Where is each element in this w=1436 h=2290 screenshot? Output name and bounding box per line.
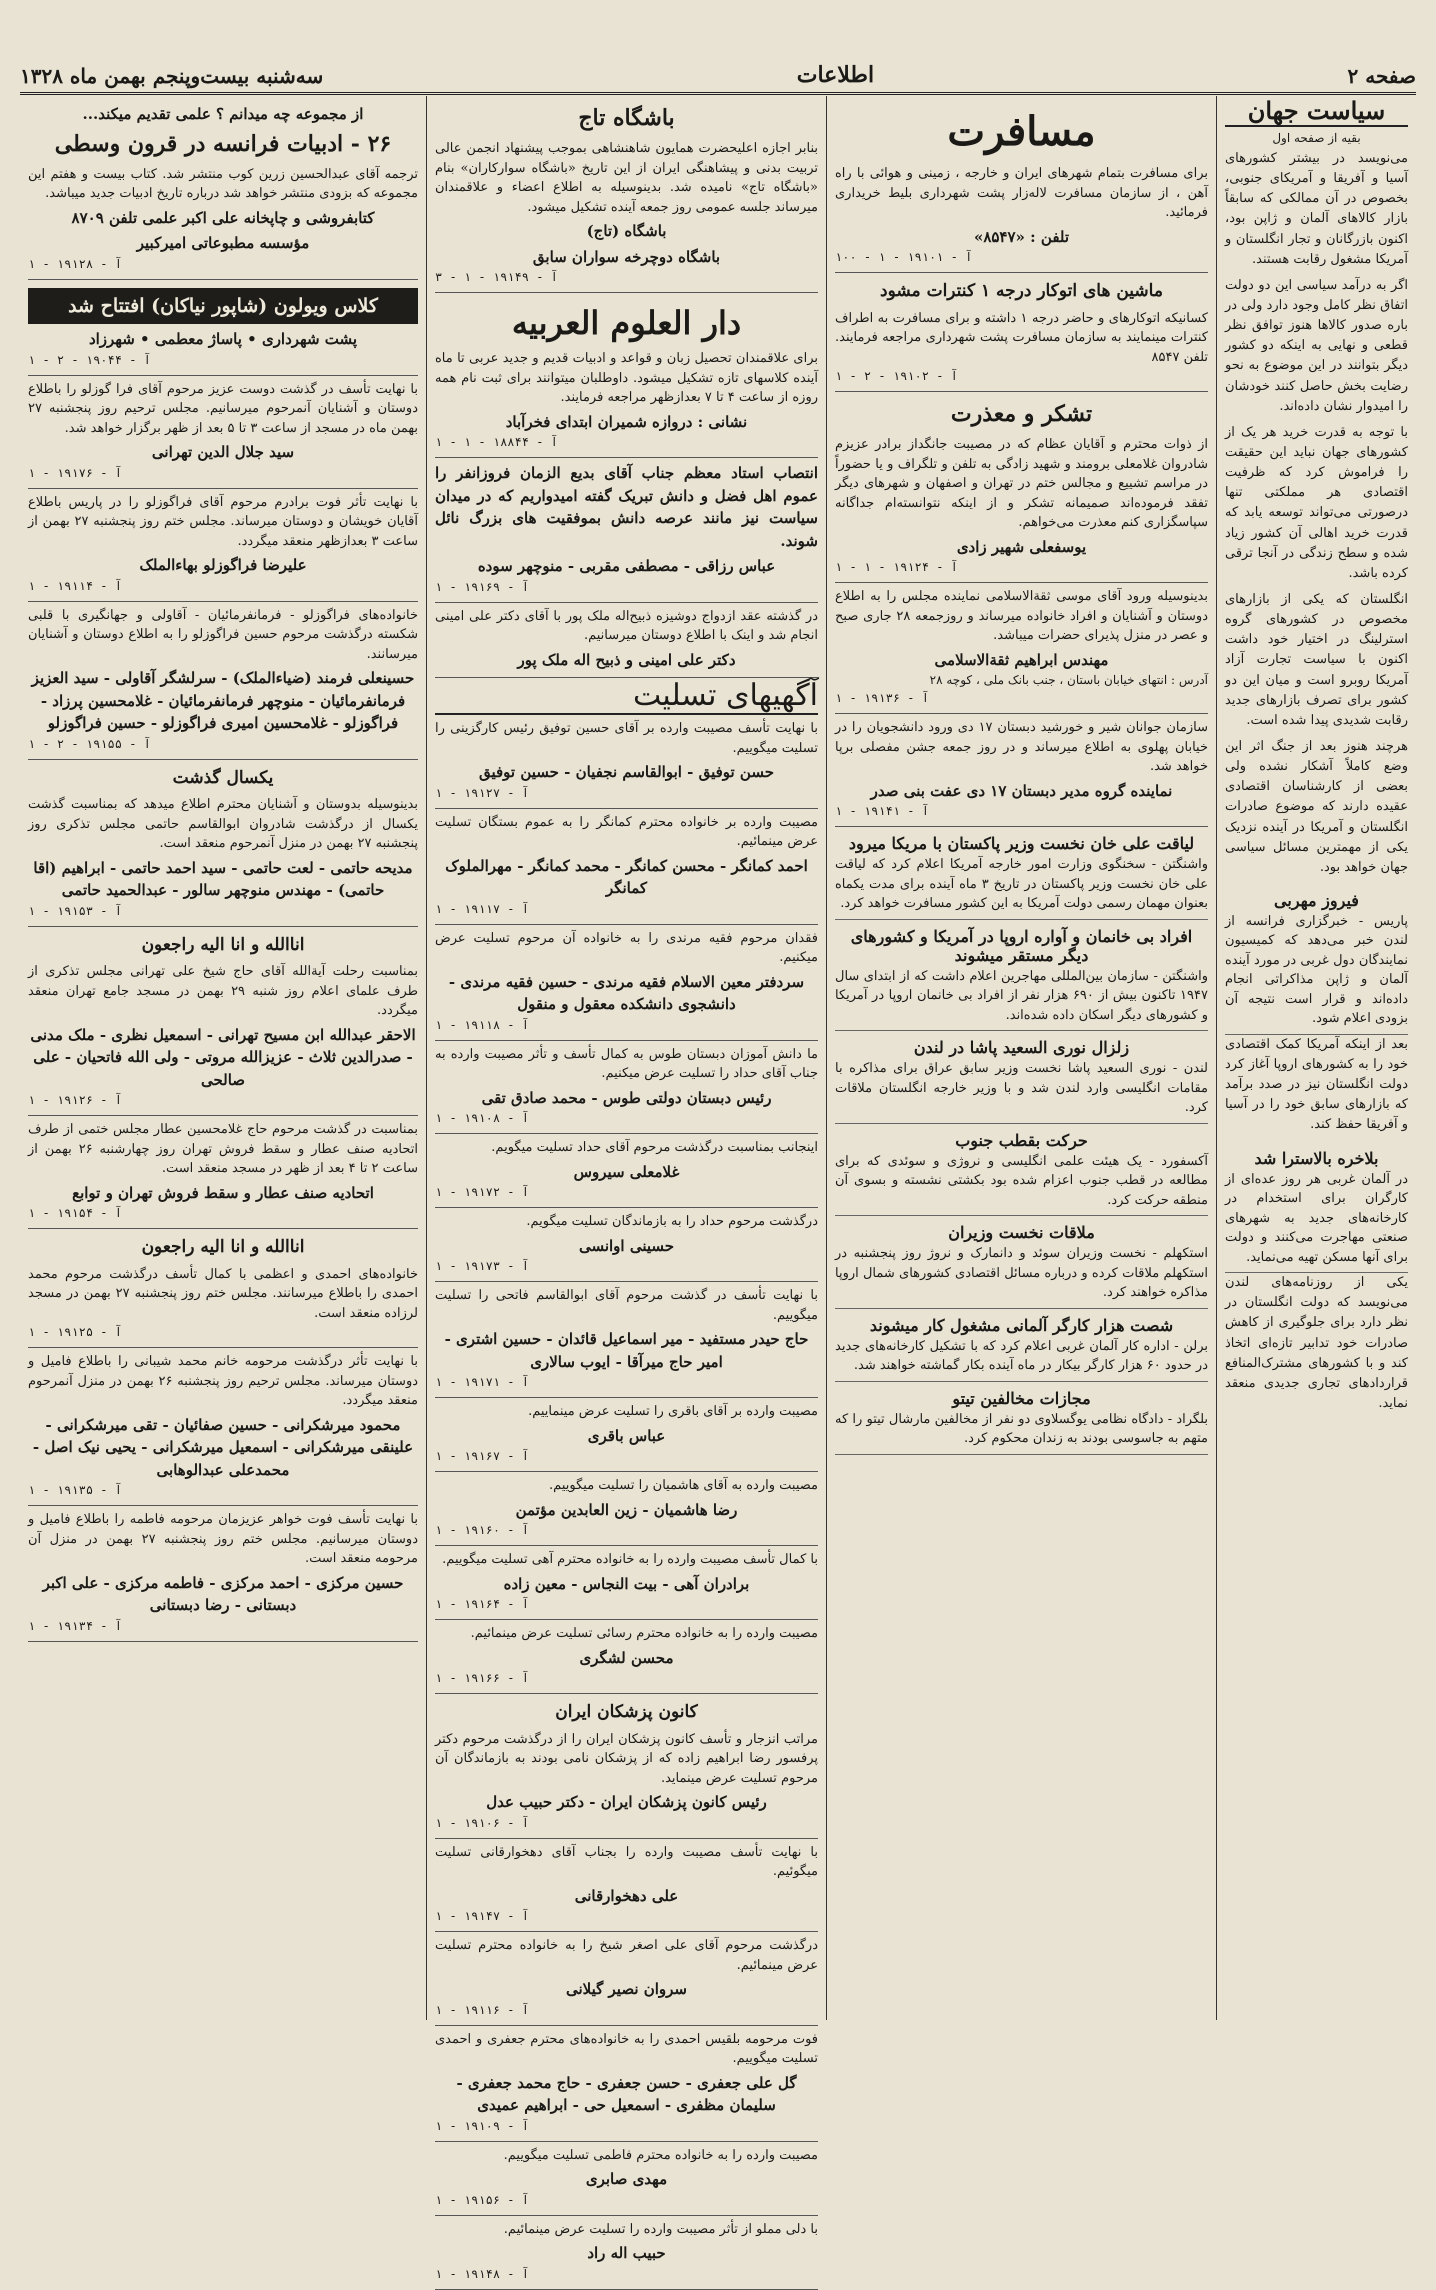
news-text: واشنگتن - سازمان بین‌المللی مهاجرین اعلام داشت که از ابتدای سال ۱۹۴۷ تاکنون بیش از ۶۹۰ هزار نفر از افراد بی خانمان اروپا در آمریکا و کشورهای دیگر اسکان داده شده‌اند. <box>835 968 1208 1023</box>
dehkhoda-ad <box>435 1839 818 1933</box>
gilani-text: درگذشت مرحوم آقای علی اصغر شیخ را به خانواده محترم تسلیت عرض مینمائیم. <box>435 1938 818 1973</box>
condolence-notice <box>435 1208 818 1282</box>
ad-code: آ - ۱۸۸۴۴ - ۱ - ۱ <box>435 435 558 449</box>
condolence-notice <box>435 809 818 925</box>
arabic-school-title: دار العلوم العربیه <box>511 304 742 342</box>
news-item <box>835 1309 1208 1382</box>
appointment-sign: عباس رزاقی - مصطفی مقربی - منوچهر سوده <box>477 557 776 575</box>
paper-name: اطلاعات <box>796 62 875 88</box>
news-text: آکسفورد - یک هیئت علمی انگلیسی و نروژی و سوئدی که برای مطالعه در قطب جنوب اعزام شده بود بکشتی نشسته و بسوی آن منطقه حرکت کرد. <box>835 1153 1208 1208</box>
condolence-notice <box>435 1472 818 1546</box>
mirsharafi-text: با نهایت تأثر درگذشت مرحومه خانم محمد شیبانی را باطلاع فامیل و دوستان میرساند. مجلس ترحیم روز پنجشنبه ۲۶ بهمن در منزل آنمرحوم منعقد میگردد. <box>28 1354 419 1408</box>
politics-paragraph: اگر به درآمد سیاسی این دو دولت اتفاق نظر کامل وجود دارد ولی در باره صدور کالاها هنوز توافق نظر قطعی و نهایی به اینکه دو کشور دیگر بتوانند در این موضوع به نحو رضایت بخش حاصل کنند خودشان را امیدوار نشان داده‌اند. <box>1225 277 1408 414</box>
news-column <box>826 96 1216 2020</box>
dehkhoda-sign: علی دهخوارقانی <box>574 1886 679 1905</box>
condolence-sign: حسن توفیق - ابوالقاسم نجفیان - حسین توفیق <box>478 763 775 781</box>
ad-code: آ - ۱۹۱۳۵ - ۱ <box>28 1483 122 1497</box>
condolence-notice <box>435 1546 818 1620</box>
news-text: استکهلم - نخست وزیران سوئد و دانمارک و نروژ روز پنجشنبه در استکهلم ملاقات کرده و درباره مسائل اقتصادی کشورهای شمال اروپا مذاکره خواهند کرد. <box>835 1246 1208 1300</box>
ad-code: آ - ۱۹۱۱۶ - ۱ <box>435 2002 529 2017</box>
politics-paragraph: با توجه به قدرت خرید هر یک از کشورهای جهان نباید این حقیقت را فراموش کرد که ظرفیت اقتصادی هر مملکتی تنها درصورتی می‌تواند توسعه یابد که قدرت خرید اهالی آن کشور زیاد شده و سطح زندگی در آنجا ترقی کرده باشد. <box>1225 424 1408 581</box>
ad-code: آ - ۱۹۱۴۸ - ۱ <box>435 2266 529 2281</box>
politics-continued: بقیه از صفحه اول <box>1272 131 1361 145</box>
notices-column <box>20 96 426 2020</box>
condolence-code: آ - ۱۹۱۶۴ - ۱ <box>435 1597 529 1611</box>
thanks-title: تشکر و معذرت <box>950 401 1093 427</box>
violin-address: پشت شهرداری • پاساژ معطمی • شهرزاد <box>88 330 358 348</box>
dehkhoda-text: با نهایت تأسف مصیبت وارده را بجناب آقای دهخوارقانی تسلیت میگوئیم. <box>435 1844 818 1879</box>
condolence-text: درگذشت مرحوم حداد را به بازماندگان تسلیت میگویم. <box>526 1214 818 1229</box>
anniversary-title: یکسال گذشت <box>172 767 274 788</box>
books-seller: کتابفروشی و چاپخانه علی اکبر علمی تلفن ۸۷۰۹ <box>71 208 375 227</box>
club-sign: باشگاه دوچرخه سواران سابق <box>532 247 721 266</box>
school-text: سازمان جوانان شیر و خورشید دبستان ۱۷ دی ورود دانشجویان را در خیابان پهلوی به اطلاع میرساند و در روز جمعه جشن مفصلی برپا خواهد شد. <box>835 720 1208 774</box>
ad-code: آ - ۱۹۱۵۴ - ۱ <box>28 1206 122 1220</box>
wedding-text: در گذشته عقد ازدواج دوشیزه ذبیح‌اله ملک پور با آقای دکتر علی امینی انجام شد و اینک با اطلاع دوستان میرسانیم. <box>435 608 818 643</box>
books-intro: از مجموعه چه میدانم ؟ علمی تقدیم میکند... <box>82 105 364 123</box>
ad-code: آ - ۱۹۱۰۲ - ۲ - ۱ <box>835 369 958 383</box>
club-ad <box>435 96 818 293</box>
habib-ad <box>435 2216 818 2290</box>
doctors-sign: رئیس کانون پزشکان ایران - دکتر حبیب عدل <box>486 1793 767 1811</box>
condolence-sign: عباس باقری <box>587 1426 666 1445</box>
news-item <box>835 827 1208 920</box>
ad-code: آ - ۱۹۱۵۶ - ۱ <box>435 2192 529 2207</box>
jafari-sign: گل علی جعفری - حسن جعفری - حاج محمد جعفری - سلیمان مظفری - اسمعیل حی - ابراهیم عمیدی <box>456 2073 797 2114</box>
ad-code: آ - ۱۹۱۲۵ - ۱ <box>28 1325 122 1339</box>
qaragozlu-text: با نهایت تأسف در گذشت دوست عزیز مرحوم آقای فرا گوزلو را باطلاع دوستان و آشنایان آنمرحوم میرسانیم. مجلس ترحیم روز پنجشنبه ۲۷ بهمن ماه در مسجد از ساعت ۳ تا ۵ بعد از ظهر برگزار خواهد شد. <box>28 381 418 436</box>
news-text: بلگراد - دادگاه نظامی یوگسلاوی دو نفر از مخالفین مارشال تیتو را که متهم به جاسوسی بودند به زندان محکوم کرد. <box>835 1411 1208 1446</box>
condolence-text: با نهایت تأسف مصیبت وارده بر آقای حسین توفیق رئیس کارگزینی را تسلیت میگوییم. <box>435 721 818 756</box>
ad-code: آ - ۱۹۰۴۴ - ۲ - ۱ <box>28 352 151 367</box>
school-ad <box>835 714 1208 827</box>
memorial-title: اناالله و انا الیه راجعون <box>141 934 305 955</box>
books-title: ۲۶ - ادبیات فرانسه در قرون وسطی <box>54 130 392 157</box>
condolence-notice <box>435 1134 818 1208</box>
mirsharafi-ad <box>28 1348 418 1506</box>
qaragozlu-sign: علیرضا فراگوزلو بهاءالملک <box>139 556 307 574</box>
gilani-sign: سروان نصیر گیلانی <box>566 1980 687 1998</box>
politics-title: سیاست جهان <box>1225 96 1408 127</box>
saberi-ad <box>435 2142 818 2216</box>
guild-sign: اتحادیه صنف عطار و سقط فروش تهران و توابع <box>72 1183 374 1202</box>
news-title: زلزال نوری السعید پاشا در لندن <box>913 1038 1130 1057</box>
ad-code: آ - ۱۹۱۲۶ - ۱ <box>28 1093 122 1107</box>
news-title: شصت هزار کارگر آلمانی مشغول کار میشوند <box>869 1315 1174 1335</box>
ad-code: آ - ۱۹۱۴۱ - ۱ <box>835 804 929 818</box>
news-text: لندن - نوری السعید پاشا نخست وزیر سابق عراق برای مذاکره با مقامات انگلیسی وارد لندن شد و با وزیر خارجه انگلستان ملاقات کرد. <box>835 1061 1208 1115</box>
news-item <box>835 1124 1208 1217</box>
books-publisher: مؤسسه مطبوعاتی امیرکبیر <box>136 234 310 252</box>
ad-code: آ - ۱۹۱۵۳ - ۱ <box>28 903 122 918</box>
appointment-ad <box>435 458 818 603</box>
subsection-title: فیروز مهربی <box>1274 890 1359 910</box>
ad-code: آ - ۱۹۱۵۵ - ۲ - ۱ <box>28 736 151 751</box>
condolence-notice <box>435 1398 818 1472</box>
condolence-code: آ - ۱۹۱۶۰ - ۱ <box>435 1523 529 1537</box>
engineer-text: بدینوسیله ورود آقای موسی ثقةالاسلامی نماینده مجلس را به اطلاع دوستان و آشنایان و افراد خانواده میرساند و روزجمعه ۲۸ جاری صبح و عصر در منزل پذیرای حضرات میباشد. <box>835 589 1208 643</box>
news-text: واشنگتن - سخنگوی وزارت امور خارجه آمریکا اعلام کرد که لیاقت علی خان نخست وزیر پاکستان در تاریخ ۳ ماه آینده برای مدت یکماه بعنوان مهمان رسمی دولت آمریکا به این کشور مسافرت خواهد کرد. <box>835 857 1208 911</box>
condolence-text: با نهایت تأسف در گذشت مرحوم آقای ابوالقاسم فاتحی را تسلیت میگوییم. <box>435 1288 818 1323</box>
politics-paragraph: انگلستان که یکی از بازارهای مخصوص در کشورهای گروه استرلینگ در اختیار خود داشت اکنون با سیاست تجارت آزاد آمریکا روبرو است و میان این دو کشور برای تصرف بازارهای جدید رقابت شدیدی پیدا شده است. <box>1225 591 1408 728</box>
engineer-address: آدرس : انتهای خیابان باستان ، جنب بانک ملی ، کوچه ۲۸ <box>929 673 1208 687</box>
politics-subsection <box>1225 884 1408 1035</box>
ad-code: آ - ۱۹۱۴۷ - ۱ <box>435 1909 529 1923</box>
ad-code: آ - ۱۹۱۱۴ - ۱ <box>28 578 122 593</box>
travel-ad <box>835 96 1208 273</box>
cars-ad <box>835 273 1208 392</box>
markazi-ad <box>28 1506 418 1642</box>
condolence-notice <box>435 925 818 1041</box>
thanks-text: از ذوات محترم و آقایان عظام که در مصیبت جانگداز برادر عزیزم شادروان غلامعلی برومند و شهید زادگی به تلفن و تلگراف و یا حضوراً در مراسم تشییع و مجالس ختم در تهران و اصفهان و شهرهای دیگر تفقد فرموده‌اند صمیمانه تشکر و از اینکه نتوانسته‌ام جداگانه سپاسگزاری کنم معذرت می‌خواهم. <box>835 437 1208 530</box>
travel-text: برای مسافرت بتمام شهرهای ایران و خارجه ، زمینی و هوائی با راه آهن ، از سازمان مسافرت لاله‌زار پشت شهرداری بلیط خریداری فرمائید. <box>835 166 1208 220</box>
qaragozlu-ad <box>28 489 418 602</box>
condolence-code: آ - ۱۹۱۰۸ - ۱ <box>435 1111 529 1125</box>
politics-subsection <box>1225 1142 1408 1274</box>
ad-code: آ - ۱۹۱۶۹ - ۱ <box>435 579 529 594</box>
doctors-title: کانون پزشکان ایران <box>555 1702 698 1722</box>
families-sign: حسینعلی فرمند (ضیاءالملک) - سرلشگر آقاولی - سید العزیز فرمانفرمائیان - منوچهر فرمانفرمائیان - غلامحسین پرزاد - فراگوزلو - غلامحسین امیری فراگوزلو - حسین فراگوزلو <box>31 669 415 732</box>
ad-code: آ - ۱۹۱۴۹ - ۱ - ۳ <box>435 270 558 284</box>
wedding-sign: دکتر علی امینی و ذبیح اله ملک پور <box>517 650 736 669</box>
memorial-ad <box>28 1229 418 1348</box>
ad-code: آ - ۱۹۱۳۶ - ۱ <box>835 691 929 705</box>
jafari-ad <box>435 2026 818 2142</box>
condolence-notice <box>435 715 818 809</box>
qaragozlu-ad <box>28 376 418 489</box>
ad-code: آ - ۱۹۱۷۶ - ۱ <box>28 465 122 480</box>
condolence-list <box>435 715 818 1694</box>
guild-text: بمناسبت در گذشت مرحوم حاج غلامحسین عطار مجلس ختمی از طرف اتحادیه صنف عطار و سقط فروش تهران روز چهارشنبه ۲۶ بهمن از ساعت ۲ تا ۴ بعد از ظهر در مسجد منعقد است. <box>28 1122 418 1176</box>
condolence-notice <box>435 1620 818 1694</box>
families-text: خانواده‌های فراگوزلو - فرمانفرمائیان - آقاولی و جهانگیری با قلبی شکسته درگذشت مرحوم حسین فراگوزلو را به اطلاع دوستان و آشنایان میرسانند. <box>28 607 418 662</box>
ad-code: آ - ۱۹۱۰۱ - ۱ - ۱۰۰ <box>835 250 973 264</box>
politics-paragraph: می‌نویسد در بیشتر کشورهای آسیا و آفریقا و آمریکای جنوبی، بخصوص در آن ممالکی که سابقاً بازار کالاهای آلمان و ژاپن بود، اکنون بازرگانان و تجار انگلستان و آمریکا مشغول رقابت هستند. <box>1225 151 1408 267</box>
condolence-text: مصیبت وارده را به خانواده محترم رسائی تسلیت عرض مینمائیم. <box>470 1626 818 1641</box>
condolence-text: مصیبت وارده بر خانواده محترم کمانگر را به عموم بستگان تسلیت عرض مینمائیم. <box>435 814 818 849</box>
saberi-text: مصیبت وارده را به خانواده محترم فاطمی تسلیت میگوییم. <box>503 2147 818 2163</box>
news-title: ملاقات نخست وزیران <box>948 1223 1095 1242</box>
cars-title: ماشین های اتوکار درجه ۱ کنترات مشود <box>880 281 1163 301</box>
club-heading: باشگاه (تاج) <box>586 222 667 240</box>
club-text: بنابر اجازه اعلیحضرت همایون شاهنشاهی بموجب پیشنهاد انجمن عالی تربیت بدنی و پیشاهنگی ایران از این تاریخ «باشگاه سوارکاران» بنام «باشگاه تاج» نامیده شد. بدینوسیله به اطلاع اعضاء و علاقمندان میرساند جلسه عمومی روز جمعه آینده تشکیل میشود. <box>435 141 818 215</box>
condolence-sign: غلامعلی سیروس <box>573 1162 680 1181</box>
condolence-notice <box>435 1041 818 1135</box>
anniversary-sign: مدیحه حاتمی - لعت حاتمی - سید احمد حاتمی - ابراهیم (اقا حاتمی) - مهندس منوچهر سالور - عبدالحمید حاتمی <box>33 858 413 899</box>
condolence-section-title: آگهیهای تسلیت <box>435 678 818 715</box>
masthead <box>20 48 1416 95</box>
news-title: لیاقت علی خان نخست وزیر پاکستان با مریکا میرود <box>848 834 1195 853</box>
memorial-text: بمناسبت رحلت آیةالله آقای حاج شیخ علی تهرانی مجلس تذکری از طرف علمای اعلام روز شنبه ۲۹ بهمن در مسجد جامع تهران منعقد میگردد. <box>28 964 418 1018</box>
condolence-text: اینجانب بمناسبت درگذشت مرحوم آقای حداد تسلیت میگویم. <box>491 1140 818 1155</box>
violin-title: کلاس ویولون (شاپور نیاکان) افتتاح شد <box>28 288 418 325</box>
politics-extra: بعد از اینکه آمریکا کمک اقتصادی خود را به کشورهای اروپا آغاز کرد دولت انگلستان نیز در صدد برآمد که بازارهای سابق خود را در آسیا و آفریقا حفظ کند. <box>1225 1036 1408 1133</box>
doctors-text: مراتب انزجار و تأسف کانون پزشکان ایران را از درگذشت مرحوم دکتر پرفسور رضا ابراهیم زاده که از پزشکان نامی بودند به بازماندگان آن مرحوم تسلیت عرض مینماید. <box>435 1731 818 1786</box>
news-item <box>835 1216 1208 1309</box>
thanks-sign: یوسفعلی شهیر زادی <box>956 537 1087 556</box>
violin-ad <box>28 280 418 376</box>
news-title: مجازات مخالفین تیتو <box>952 1388 1091 1408</box>
saberi-sign: مهدی صابری <box>585 2170 668 2188</box>
politics-extra: یکی از روزنامه‌های لندن می‌نویسد که دولت انگلستان در نظر دارد برای جلوگیری از کاهش صادرات خود تدابیر تازه‌ای اتخاذ کند و با کشورهای مشترک‌المنافع قراردادهای تجاری جدیدی منعقد نماید. <box>1225 1275 1408 1411</box>
ad-code: آ - ۱۹۱۳۴ - ۱ <box>28 1618 122 1633</box>
issue-date: سه‌شنبه بیست‌وپنجم بهمن ماه ۱۳۲۸ <box>20 64 324 88</box>
memorial-title: اناالله و انا الیه راجعون <box>141 1237 305 1257</box>
memorial-sign: الاحقر عبدالله ابن مسیح تهرانی - اسمعیل نظری - ملک مدنی - صدرالدین ثلاث - عزیزالله مروتی - ولی الله فاتحیان - علی صالحی <box>30 1025 416 1089</box>
mirsharafi-sign: محمود میرشکرانی - حسین صفائیان - تقی میرشکرانی - علینقی میرشکرانی - اسمعیل میرشکرانی - یحیی نیک اصل - محمدعلی عبدالوهابی <box>32 1415 414 1479</box>
condolence-text: مصیبت وارده بر آقای باقری را تسلیت عرض مینماییم. <box>528 1404 818 1419</box>
condolence-code: آ - ۱۹۱۲۷ - ۱ <box>435 785 529 800</box>
markazi-sign: حسین مرکزی - احمد مرکزی - فاطمه مرکزی - علی اکبر دبستانی - رضا دبستانی <box>42 1573 404 1614</box>
condolence-sign: برادران آهی - بیت النجاس - معین زاده <box>503 1574 750 1593</box>
condolence-sign: حاج حیدر مستفید - میر اسماعیل قائدان - حسین اشتری - امیر حاج میرآقا - ایوب سالاری <box>444 1330 809 1371</box>
books-ad <box>28 96 418 280</box>
subsection-text: پاریس - خبرگزاری فرانسه از لندن خبر می‌دهد که کمیسیون نمایندگان دول غربی در مورد آینده آلمان و ژاپن مذاکراتی انجام داده‌اند و قرار است نتیجه آن بزودی اعلام شود. <box>1225 913 1408 1027</box>
engineer-ad <box>835 583 1208 714</box>
condolence-text: با کمال تأسف مصیبت وارده را به خانواده محترم آهی تسلیت میگوییم. <box>442 1552 818 1567</box>
columns <box>20 96 1416 2281</box>
news-text: برلن - اداره کار آلمان غربی اعلام کرد که با تشکیل کارخانه‌های جدید در حدود ۶۰ هزار کارگر بیکار در ماه آینده بکار گماشته خواهند شد. <box>835 1338 1208 1373</box>
qaragozlu-sign: سید جلال الدین تهرانی <box>151 443 295 461</box>
gilani-ad <box>435 1932 818 2026</box>
news-title: افراد بی خانمان و آواره اروپا در آمریکا و کشورهای دیگر مستقر میشوند <box>850 926 1193 965</box>
arabic-school-text: برای علاقمندان تحصیل زبان و قواعد و ادبیات قدیم و جدید عربی تا ماه آینده کلاسهای تازه تشکیل میشود. داوطلبان میتوانند برای ثبت نام همه روزه از ساعت ۴ تا ۷ بعدازظهر مراجعه فرمایند. <box>435 351 818 405</box>
cars-text: کسانیکه اتوکارهای و حاضر درجه ۱ داشته و برای مسافرت به اطراف کنترات مینمایند به سازمان مسافرت پشت شهرداری مراجعه فرمایند. تلفن ۸۵۴۷ <box>835 310 1208 365</box>
habib-text: با دلی مملو از تأثر مصیبت وارده را تسلیت عرض مینمائیم. <box>503 2221 818 2237</box>
politics-column <box>1216 96 1416 2020</box>
condolence-notice <box>435 1282 818 1398</box>
subsection-title: بلاخره بالاسترا شد <box>1254 1148 1379 1168</box>
news-item <box>835 1031 1208 1124</box>
anniversary-text: بدینوسیله بدوستان و آشنایان محترم اطلاع میدهد که بمناسبت گذشت یکسال از درگذشت شادروان ابوالقاسم حاتمی مجلس تذکری روز پنجشنبه ۲۷ بهمن در منزل آنمرحوم منعقد است. <box>28 797 418 851</box>
condolence-column <box>426 96 826 2281</box>
thanks-ad <box>835 392 1208 583</box>
guild-ad <box>28 1116 418 1229</box>
ad-code: آ - ۱۹۱۲۴ - ۱ - ۱ <box>835 560 958 574</box>
travel-title: مسافرت <box>947 108 1096 155</box>
condolence-code: آ - ۱۹۱۷۳ - ۱ <box>435 1259 529 1273</box>
condolence-code: آ - ۱۹۱۷۱ - ۱ <box>435 1375 529 1389</box>
condolence-code: آ - ۱۹۱۶۶ - ۱ <box>435 1671 529 1685</box>
condolence-sign: احمد کمانگر - محسن کمانگر - محمد کمانگر - مهرالملوک کمانگر <box>445 856 808 897</box>
school-sign: نماینده گروه مدیر دبستان ۱۷ دی عفت بنی صدر <box>870 781 1173 800</box>
club-title: باشگاه تاج <box>578 105 675 131</box>
news-item <box>835 1382 1208 1455</box>
doctors-ad <box>435 1694 818 1839</box>
subsection-text: در آلمان غربی هر روز عده‌ای از کارگران برای استخدام در کارخانه‌های جدید به شهرهای صنعتی مهاجرت می‌کنند و دولت برای آنها مسکن تهیه می‌نماید. <box>1225 1171 1408 1265</box>
jafari-text: فوت مرحومه بلقیس احمدی را به خانواده‌های محترم جعفری و احمدی تسلیت میگوییم. <box>435 2031 818 2066</box>
condolence-sign: حسینی اوانسی <box>578 1236 675 1255</box>
ad-code: آ - ۱۹۱۰۹ - ۱ <box>435 2118 529 2133</box>
news-title: حرکت بقطب جنوب <box>955 1130 1088 1150</box>
condolence-code: آ - ۱۹۱۱۷ - ۱ <box>435 901 529 916</box>
habib-sign: حبیب اله راد <box>587 2244 666 2262</box>
markazi-text: با نهایت تأسف فوت خواهر عزیزمان مرحومه فاطمه را باطلاع فامیل و دوستان میرسانیم. مجلس ختم روز پنجشنبه ۲۷ بهمن در منزل آن مرحومه منعقد است. <box>28 1512 419 1566</box>
condolence-code: آ - ۱۹۱۷۲ - ۱ <box>435 1185 529 1199</box>
ad-code: آ - ۱۹۱۰۶ - ۱ <box>435 1815 529 1830</box>
condolence-sign: رئیس دبستان دولتی طوس - محمد صادق تقی <box>481 1088 772 1107</box>
ad-code: آ - ۱۹۱۲۸ - ۱ <box>28 256 122 271</box>
appointment-text: انتصاب استاد معظم جناب آقای بدیع الزمان فروزانفر را عموم اهل فضل و دانش تبریک گفته امیدواریم که در میدان سیاست نیز مانند عرصه دانش بموفقیت های بزرگ نائل شوند. <box>435 464 818 550</box>
condolence-text: فقدان مرحوم فقیه مرندی را به خانواده آن مرحوم تسلیت عرض میکنیم. <box>435 930 818 965</box>
anniversary-ad <box>28 760 418 927</box>
condolence-sign: رضا هاشمیان - زین العابدین مؤتمن <box>515 1500 738 1519</box>
news-item <box>835 920 1208 1032</box>
condolence-text: مصیبت وارده به آقای هاشمیان را تسلیت میگوییم. <box>549 1478 818 1493</box>
politics-paragraph: هرچند هنوز بعد از جنگ اثر این وضع کاملاً آشکار نشده ولی بعضی از کارشناسان اقتصادی عقیده دارند که موضوع صادرات انگلستان و آمریکا در آینده نزدیک یکی از مهمترین مسائل سیاسی جهان خواهد بود. <box>1225 738 1408 875</box>
books-text: ترجمه آقای عبدالحسین زرین کوب منتشر شد. کتاب بیست و هفتم این مجموعه که بزودی منتشر خواهد شد درباره تاریخ ادبیات جدید میباشد. <box>28 166 418 201</box>
arabic-school-address: نشانی : دروازه شمیران ابتدای فخرآباد <box>505 412 748 431</box>
condolence-sign: محسن لشگری <box>579 1648 674 1667</box>
condolence-code: آ - ۱۹۱۱۸ - ۱ <box>435 1017 529 1032</box>
families-ad <box>28 602 418 760</box>
engineer-sign: مهندس ابراهیم ثقةالاسلامی <box>934 650 1109 669</box>
condolence-code: آ - ۱۹۱۶۷ - ۱ <box>435 1449 529 1463</box>
condolence-text: ما دانش آموزان دبستان طوس به کمال تأسف و تأثر مصیبت وارده به جناب آقای حداد را تسلیت عرض میکنیم. <box>435 1046 818 1081</box>
memorial-ad <box>28 927 418 1117</box>
arabic-school-ad <box>435 293 818 458</box>
wedding-ad <box>435 603 818 679</box>
memorial-text: خانواده‌های احمدی و اعظمی با کمال تأسف درگذشت مرحوم محمد احمدی را باطلاع میرسانند. مجلس ختم روز پنجشنبه ۲۷ بهمن در مسجد لرزاده منعقد است. <box>28 1266 419 1321</box>
page-number: صفحه ۲ <box>1347 64 1416 88</box>
travel-phone: تلفن : «۸۵۴۷» <box>973 227 1070 246</box>
condolence-sign: سردفتر معین الاسلام فقیه مرندی - حسین فقیه مرندی - دانشجوی دانشکده معقول و منقول <box>448 972 805 1013</box>
qaragozlu-text: با نهایت تأثر فوت برادرم مرحوم آقای فراگوزلو را در پاریس باطلاع آقایان خویشان و دوستان میرساند. مجلس ختم روز پنجشنبه ۲۷ بهمن از ساعت ۳ بعدازظهر منعقد میگردد. <box>28 494 418 549</box>
